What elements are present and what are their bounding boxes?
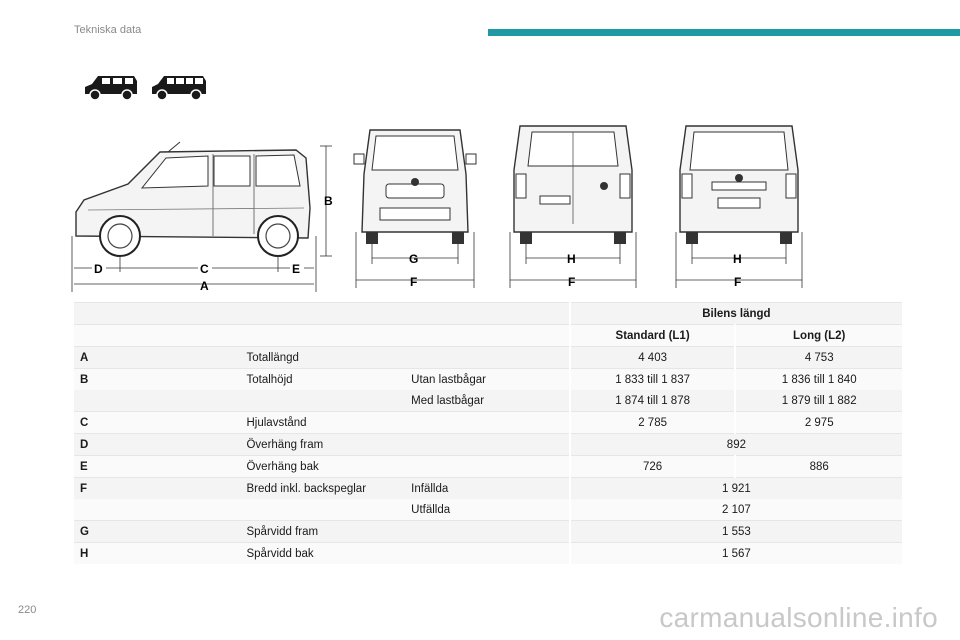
label-c: C	[200, 262, 209, 276]
table-row	[74, 456, 902, 478]
table-header-row	[74, 303, 902, 325]
value-l1: 726	[570, 456, 736, 478]
row-label: Bredd inkl. backspeglar	[240, 478, 405, 500]
row-letter: F	[74, 478, 240, 500]
label-h-van: H	[567, 252, 576, 266]
car-short-icon	[82, 72, 140, 102]
table-row	[74, 478, 902, 500]
label-g: G	[409, 252, 419, 266]
table-row	[74, 434, 902, 456]
value-l2: 886	[735, 456, 902, 478]
header-accent-bar	[488, 29, 960, 36]
table-row	[74, 499, 902, 521]
row-label: Överhäng fram	[240, 434, 569, 456]
row-label: Spårvidd bak	[240, 543, 569, 565]
row-letter: H	[74, 543, 240, 565]
value-l1: 4 403	[570, 347, 736, 369]
row-letter: E	[74, 456, 240, 478]
row-label: Överhäng bak	[240, 456, 569, 478]
row-sublabel: Utfällda	[405, 499, 570, 521]
table-subheader-row	[74, 325, 902, 347]
label-f-van: F	[568, 275, 576, 289]
value-shared: 2 107	[570, 499, 902, 521]
front-view-diagram	[352, 120, 478, 290]
watermark: carmanualsonline.info	[659, 602, 938, 633]
rear-van-view-diagram	[506, 120, 640, 290]
table-row	[74, 521, 902, 543]
table-row	[74, 543, 902, 565]
row-label: Totalhöjd	[240, 369, 405, 391]
row-label: Totallängd	[240, 347, 569, 369]
value-l1: 2 785	[570, 412, 736, 434]
value-shared: 1 553	[570, 521, 902, 543]
value-l2: 1 879 till 1 882	[735, 390, 902, 412]
label-a: A	[200, 279, 209, 292]
table-title: Bilens längd	[570, 303, 902, 325]
row-letter: D	[74, 434, 240, 456]
label-b: B	[324, 194, 333, 208]
section-title: Tekniska data	[74, 24, 142, 36]
label-f-front: F	[410, 275, 418, 289]
table-row	[74, 412, 902, 434]
label-h-rear: H	[733, 252, 742, 266]
value-l1: 1 874 till 1 878	[570, 390, 736, 412]
column-standard: Standard (L1)	[570, 325, 736, 347]
value-l2: 2 975	[735, 412, 902, 434]
car-long-icon	[150, 72, 208, 102]
value-l2: 4 753	[735, 347, 902, 369]
table-row	[74, 390, 902, 412]
value-shared: 892	[570, 434, 902, 456]
rear-view-diagram	[672, 120, 806, 290]
side-view-diagram	[68, 138, 344, 292]
value-shared: 1 921	[570, 478, 902, 500]
table-row	[74, 369, 902, 391]
row-label: Spårvidd fram	[240, 521, 569, 543]
label-e: E	[292, 262, 301, 276]
value-shared: 1 567	[570, 543, 902, 565]
column-long: Long (L2)	[735, 325, 902, 347]
row-sublabel: Med lastbågar	[405, 390, 570, 412]
row-letter: C	[74, 412, 240, 434]
row-sublabel: Infällda	[405, 478, 570, 500]
dimensions-table	[74, 302, 902, 564]
row-label: Hjulavstånd	[240, 412, 569, 434]
row-letter: A	[74, 347, 240, 369]
value-l2: 1 836 till 1 840	[735, 369, 902, 391]
row-letter: G	[74, 521, 240, 543]
label-d: D	[94, 262, 103, 276]
value-l1: 1 833 till 1 837	[570, 369, 736, 391]
page-number: 220	[18, 604, 37, 616]
row-letter: B	[74, 369, 240, 391]
label-f-rear: F	[734, 275, 742, 289]
row-sublabel: Utan lastbågar	[405, 369, 570, 391]
table-row	[74, 347, 902, 369]
